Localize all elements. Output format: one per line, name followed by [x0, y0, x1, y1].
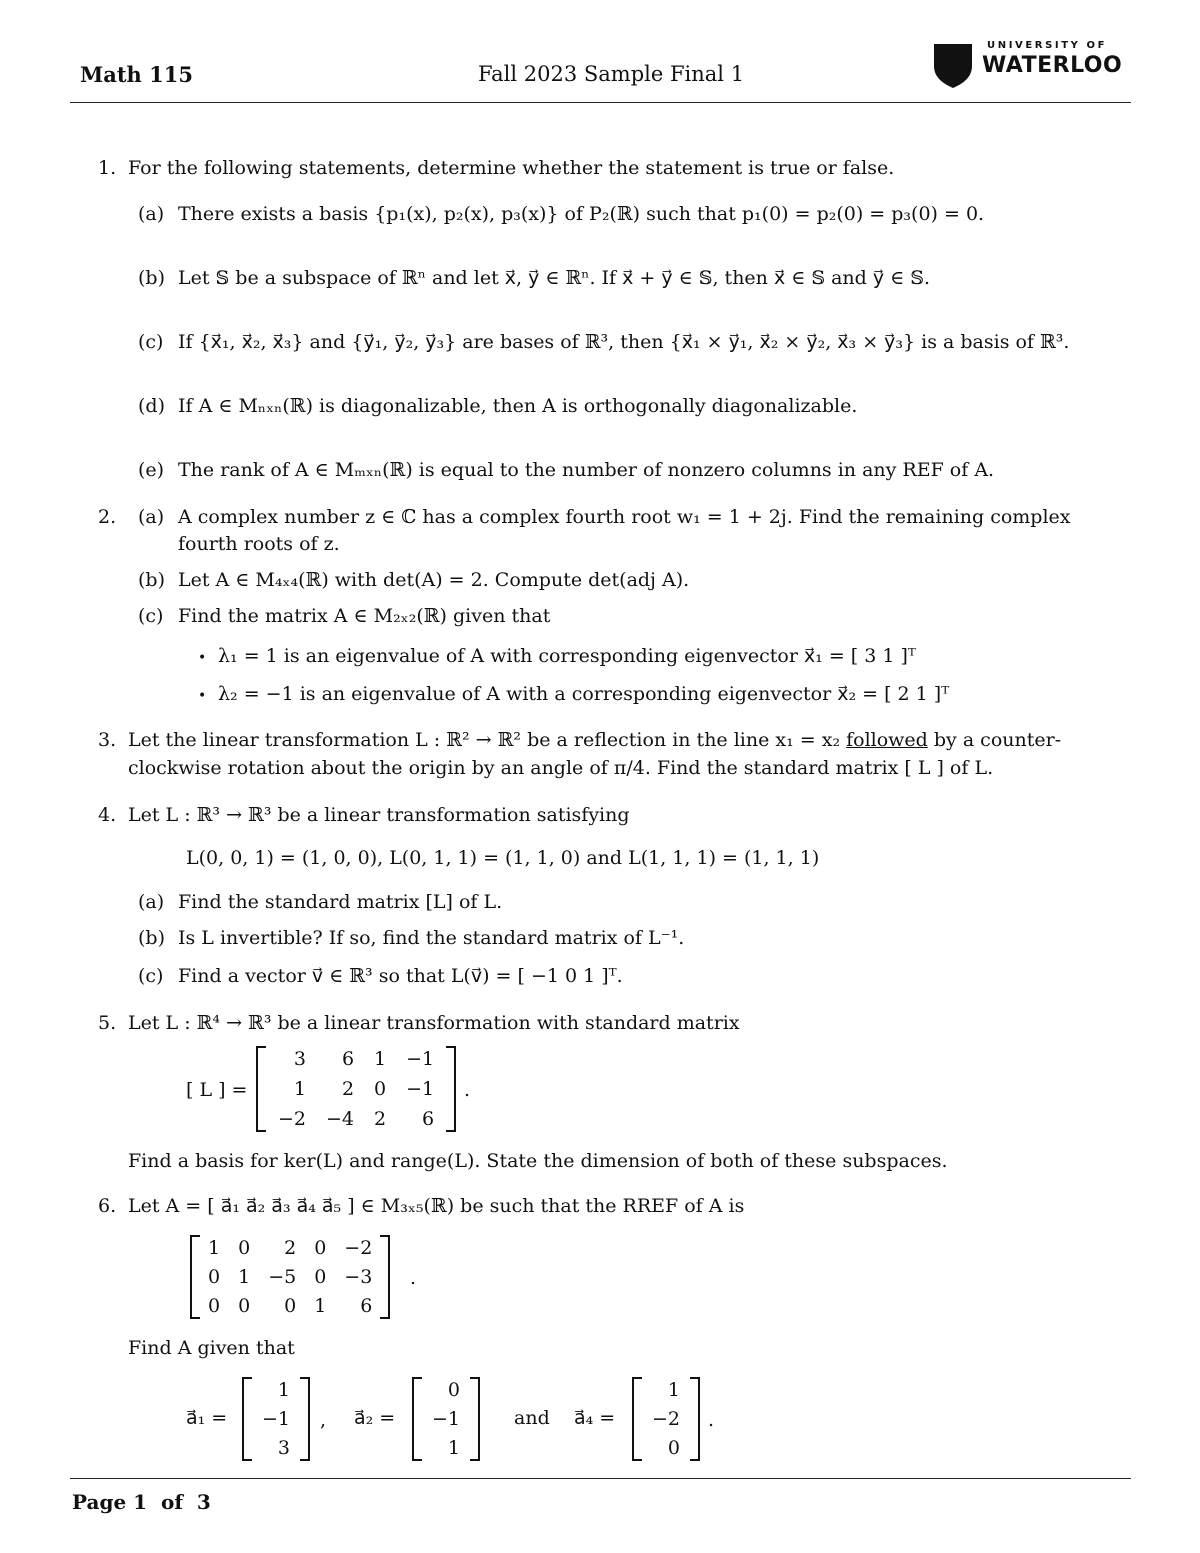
vector-left-bracket [242, 1377, 252, 1461]
matrix-left-bracket [190, 1235, 200, 1319]
q6-task: Find A given that [128, 1337, 295, 1359]
matrix-entry: 0 [374, 1078, 387, 1100]
q3-text-line1 [128, 727, 1061, 754]
logo-waterloo: WATERLOO [982, 53, 1123, 78]
q4b-text: Is L invertible? If so, find the standard matrix of L⁻¹. [178, 927, 685, 949]
q4-equations: L(0, 0, 1) = (1, 0, 0), L(0, 1, 1) = (1, 1, 0) and L(1, 1, 1) = (1, 1, 1) [186, 847, 820, 869]
q3-text-line2: clockwise rotation about the origin by an angle of π/4. Find the standard matrix [ L ] of L. [128, 757, 994, 779]
matrix-entry: −4 [326, 1108, 355, 1130]
matrix-entry: 1 [447, 1437, 461, 1459]
matrix-entry: 0 [284, 1295, 297, 1317]
matrix-entry: 0 [667, 1437, 681, 1459]
q2b-label: (b) [138, 569, 165, 591]
matrix-entry: 1 [277, 1379, 291, 1401]
matrix-entry: 0 [314, 1266, 327, 1288]
matrix-entry: 1 [667, 1379, 681, 1401]
header-rule [70, 102, 1131, 103]
q5-matrix-period: . [464, 1079, 471, 1101]
q5-matrix-entries [266, 1046, 446, 1132]
q3-text-a: Let the linear transformation L : ℝ² → ℝ² be a reflection in the line x₁ = x₂ [128, 729, 847, 751]
q6-a2-vector [412, 1377, 480, 1461]
q5-task: Find a basis for ker(L) and range(L). State the dimension of both of these subspaces. [128, 1150, 948, 1172]
footer-rule [70, 1478, 1131, 1479]
q2c-label: (c) [138, 605, 164, 627]
matrix-entry: 0 [314, 1237, 327, 1259]
matrix-entry: 0 [238, 1237, 251, 1259]
q6-matrix-entries [200, 1235, 380, 1319]
q1a-label: (a) [138, 203, 165, 225]
q1d-label: (d) [138, 395, 165, 417]
matrix-entry: 0 [208, 1266, 221, 1288]
q2b-text: Let A ∈ M₄ₓ₄(ℝ) with det(A) = 2. Compute det(adj A). [178, 569, 690, 591]
q2a-text-cont: fourth roots of z. [178, 533, 340, 555]
q2a-label: (a) [138, 506, 165, 528]
matrix-entry: −1 [262, 1408, 291, 1430]
q5-number: 5. [98, 1012, 117, 1034]
vector-right-bracket [300, 1377, 310, 1461]
matrix-entry: −3 [344, 1266, 373, 1288]
q5-matrix-lhs: [ L ] = [186, 1079, 248, 1101]
q4-intro: Let L : ℝ³ → ℝ³ be a linear transformation satisfying [128, 804, 630, 826]
university-shield-icon [934, 44, 972, 88]
q6-a4-vector [632, 1377, 700, 1461]
q3-number: 3. [98, 729, 117, 751]
matrix-left-bracket [256, 1046, 266, 1132]
q6-a4-label: a⃗₄ = [574, 1407, 616, 1429]
exam-title: Fall 2023 Sample Final 1 [478, 62, 745, 86]
q3-followed: followed [846, 729, 928, 751]
vector-left-bracket [412, 1377, 422, 1461]
q2a-text: A complex number z ∈ ℂ has a complex fourth root w₁ = 1 + 2j. Find the remaining complex [178, 506, 1071, 528]
q4a-text: Find the standard matrix [L] of L. [178, 891, 503, 913]
matrix-entry: 1 [293, 1078, 307, 1100]
matrix-entry: −2 [278, 1108, 307, 1130]
q2c-text: Find the matrix A ∈ M₂ₓ₂(ℝ) given that [178, 605, 551, 627]
q4c-label: (c) [138, 965, 164, 987]
matrix-entry: 0 [238, 1295, 251, 1317]
matrix-entry: 6 [360, 1295, 373, 1317]
q4b-label: (b) [138, 927, 165, 949]
q1-intro: For the following statements, determine whether the statement is true or false. [128, 157, 895, 179]
matrix-entry: 2 [284, 1237, 297, 1259]
q2c-bullet-1: • [198, 650, 207, 666]
matrix-entry: −1 [432, 1408, 461, 1430]
matrix-entry: 0 [208, 1295, 221, 1317]
q1c-text: If {x⃗₁, x⃗₂, x⃗₃} and {y⃗₁, y⃗₂, y⃗₃} are bases of ℝ³, then {x⃗₁ × y⃗₁, x⃗₂ × y⃗₂, x⃗₃ × y⃗₃} is a basis of ℝ³. [178, 331, 1070, 353]
q2c-condition-2: λ₂ = −1 is an eigenvalue of A with a corresponding eigenvector x⃗₂ = [ 2 1 ]ᵀ [218, 683, 950, 705]
matrix-entry: 0 [447, 1379, 461, 1401]
course-title: Math 115 [80, 62, 193, 87]
matrix-entry: 2 [341, 1078, 355, 1100]
q5-intro: Let L : ℝ⁴ → ℝ³ be a linear transformation with standard matrix [128, 1012, 740, 1034]
matrix-entry: 1 [314, 1295, 327, 1317]
q6-a2-entries [422, 1377, 470, 1461]
matrix-right-bracket [380, 1235, 390, 1319]
vector-left-bracket [632, 1377, 642, 1461]
q1b-text: Let 𝕊 be a subspace of ℝⁿ and let x⃗, y⃗ ∈ ℝⁿ. If x⃗ + y⃗ ∈ 𝕊, then x⃗ ∈ 𝕊 and y⃗ ∈ 𝕊. [178, 267, 931, 289]
q1e-label: (e) [138, 459, 165, 481]
matrix-right-bracket [446, 1046, 456, 1132]
q4-number: 4. [98, 804, 117, 826]
q6-end-period: . [708, 1409, 715, 1431]
q1d-text: If A ∈ Mₙₓₙ(ℝ) is diagonalizable, then A is orthogonally diagonalizable. [178, 395, 858, 417]
q4a-label: (a) [138, 891, 165, 913]
q1-number: 1. [98, 157, 117, 179]
q6-a1-vector [242, 1377, 310, 1461]
q6-a4-entries [642, 1377, 690, 1461]
matrix-entry: 3 [293, 1048, 307, 1070]
q4c-text: Find a vector v⃗ ∈ ℝ³ so that L(v⃗) = [ −1 0 1 ]ᵀ. [178, 965, 623, 987]
q6-and: and [514, 1407, 550, 1429]
vector-right-bracket [470, 1377, 480, 1461]
q2c-bullet-2: • [198, 688, 207, 704]
q6-number: 6. [98, 1195, 117, 1217]
matrix-entry: 3 [277, 1437, 291, 1459]
matrix-entry: −5 [268, 1266, 297, 1288]
matrix-entry: 6 [422, 1108, 435, 1130]
q3-text-b: by a counter- [927, 729, 1062, 751]
q1b-label: (b) [138, 267, 165, 289]
matrix-entry: −1 [406, 1078, 435, 1100]
q6-a1-label: a⃗₁ = [186, 1407, 228, 1429]
matrix-entry: 1 [238, 1266, 251, 1288]
q1e-text: The rank of A ∈ Mₘₓₙ(ℝ) is equal to the number of nonzero columns in any REF of A. [178, 459, 995, 481]
matrix-entry: 1 [208, 1237, 221, 1259]
matrix-entry: 1 [374, 1048, 387, 1070]
q6-comma: , [320, 1409, 327, 1431]
vector-right-bracket [690, 1377, 700, 1461]
q2c-condition-1: λ₁ = 1 is an eigenvalue of A with corresponding eigenvector x⃗₁ = [ 3 1 ]ᵀ [218, 645, 916, 667]
matrix-entry: −2 [344, 1237, 373, 1259]
page-number: Page 1 of 3 [72, 1490, 211, 1514]
q1a-text: There exists a basis {p₁(x), p₂(x), p₃(x)} of P₂(ℝ) such that p₁(0) = p₂(0) = p₃(0) = 0. [178, 203, 985, 225]
q1c-label: (c) [138, 331, 164, 353]
matrix-entry: 2 [374, 1108, 387, 1130]
q5-matrix [256, 1046, 456, 1132]
q6-a1-entries [252, 1377, 300, 1461]
matrix-entry: −2 [652, 1408, 681, 1430]
matrix-entry: −1 [406, 1048, 435, 1070]
logo-university-of: UNIVERSITY OF [987, 40, 1108, 51]
q6-intro: Let A = [ a⃗₁ a⃗₂ a⃗₃ a⃗₄ a⃗₅ ] ∈ M₃ₓ₅(ℝ) be such that the RREF of A is [128, 1195, 745, 1217]
q6-matrix-period: . [410, 1267, 417, 1289]
q6-a2-label: a⃗₂ = [354, 1407, 396, 1429]
q6-rref-matrix [190, 1235, 390, 1319]
q2-number: 2. [98, 506, 117, 528]
matrix-entry: 6 [341, 1048, 355, 1070]
